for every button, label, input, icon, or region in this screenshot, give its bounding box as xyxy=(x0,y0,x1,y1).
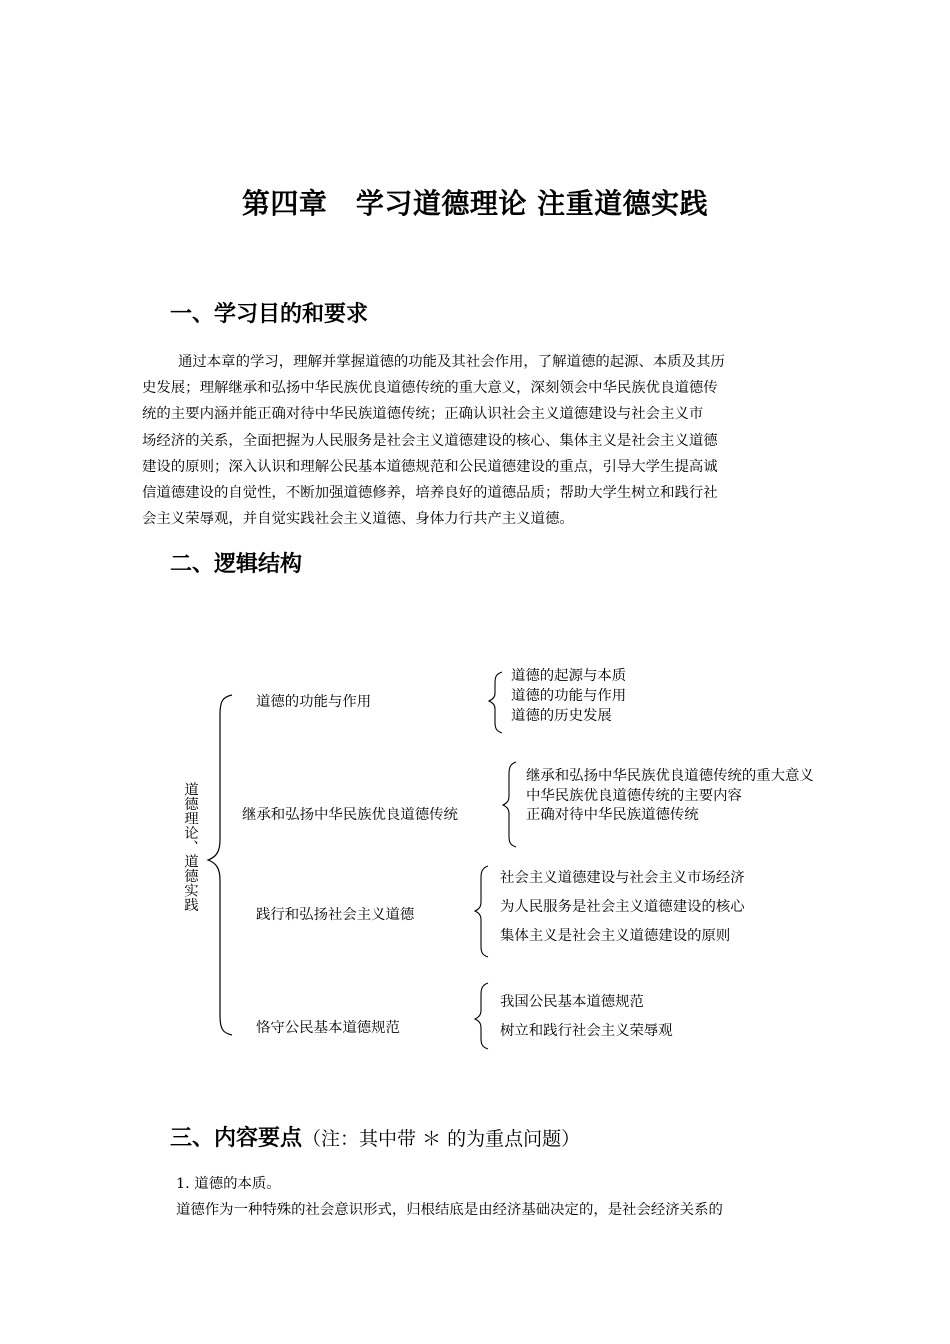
section-heading-content-text: 三、内容要点 xyxy=(170,1126,303,1151)
branch-label-1: 道德的功能与作用 xyxy=(256,694,372,710)
content-item-1-title: 1. 道德的本质。 xyxy=(176,1176,281,1192)
paragraph-line: 通过本章的学习，理解并掌握道德的功能及其社会作用，了解道德的起源、本质及其历 xyxy=(178,354,725,370)
sub-brace-2 xyxy=(503,762,516,847)
branch-4-item: 树立和践行社会主义荣辱观 xyxy=(500,1023,673,1039)
paragraph-line: 史发展；理解继承和弘扬中华民族优良道德传统的重大意义，深刻领会中华民族优良道德传 xyxy=(142,380,718,397)
chapter-title: 第四章 学习道德理论 注重道德实践 xyxy=(241,187,709,220)
sub-brace-1 xyxy=(489,672,502,733)
paragraph-line: 信道德建设的自觉性，不断加强道德修养，培养良好的道德品质；帮助大学生树立和践行社 xyxy=(142,485,718,502)
diagram-root-label: 道德理论、道德实践 xyxy=(182,782,198,912)
paragraph-line: 会主义荣辱观，并自觉实践社会主义道德、身体力行共产主义道德。 xyxy=(142,511,574,528)
branch-label-3: 践行和弘扬社会主义道德 xyxy=(256,907,415,923)
section-heading-goals: 一、学习目的和要求 xyxy=(170,302,369,327)
paragraph-line: 统的主要内涵并能正确对待中华民族道德传统；正确认识社会主义道德建设与社会主义市 xyxy=(142,406,704,423)
content-item-1-text: 道德作为一种特殊的社会意识形式，归根结底是由经济基础决定的，是社会经济关系的 xyxy=(176,1202,723,1218)
section-heading-content xyxy=(170,1121,580,1152)
paragraph-line: 建设的原则；深入认识和理解公民基本道德规范和公民道德建设的重点，引导大学生提高诚 xyxy=(142,458,718,475)
branch-label-4: 恪守公民基本道德规范 xyxy=(256,1020,400,1036)
sub-brace-3 xyxy=(475,866,488,957)
main-brace xyxy=(208,695,232,1035)
branch-4-item: 我国公民基本道德规范 xyxy=(500,994,644,1010)
paragraph-line: 场经济的关系，全面把握为人民服务是社会主义道德建设的核心、集体主义是社会主义道德 xyxy=(142,432,718,449)
branch-2-item: 继承和弘扬中华民族优良道德传统的重大意义 xyxy=(526,768,814,784)
branch-1-item: 道德的起源与本质 xyxy=(511,668,627,684)
branch-3-item: 社会主义道德建设与社会主义市场经济 xyxy=(500,870,745,886)
sub-brace-4 xyxy=(475,983,488,1049)
branch-1-item: 道德的功能与作用 xyxy=(511,688,627,704)
branch-3-item: 为人民服务是社会主义道德建设的核心 xyxy=(500,899,745,915)
section-heading-structure: 二、逻辑结构 xyxy=(170,552,303,577)
branch-2-item: 中华民族优良道德传统的主要内容 xyxy=(526,788,742,804)
branch-3-item: 集体主义是社会主义道德建设的原则 xyxy=(500,928,731,944)
section-heading-note: （注：其中带 ＊ 的为重点问题） xyxy=(302,1128,581,1150)
branch-1-item: 道德的历史发展 xyxy=(511,708,612,724)
branch-2-item: 正确对待中华民族道德传统 xyxy=(526,807,699,823)
branch-label-2: 继承和弘扬中华民族优良道德传统 xyxy=(242,807,458,823)
